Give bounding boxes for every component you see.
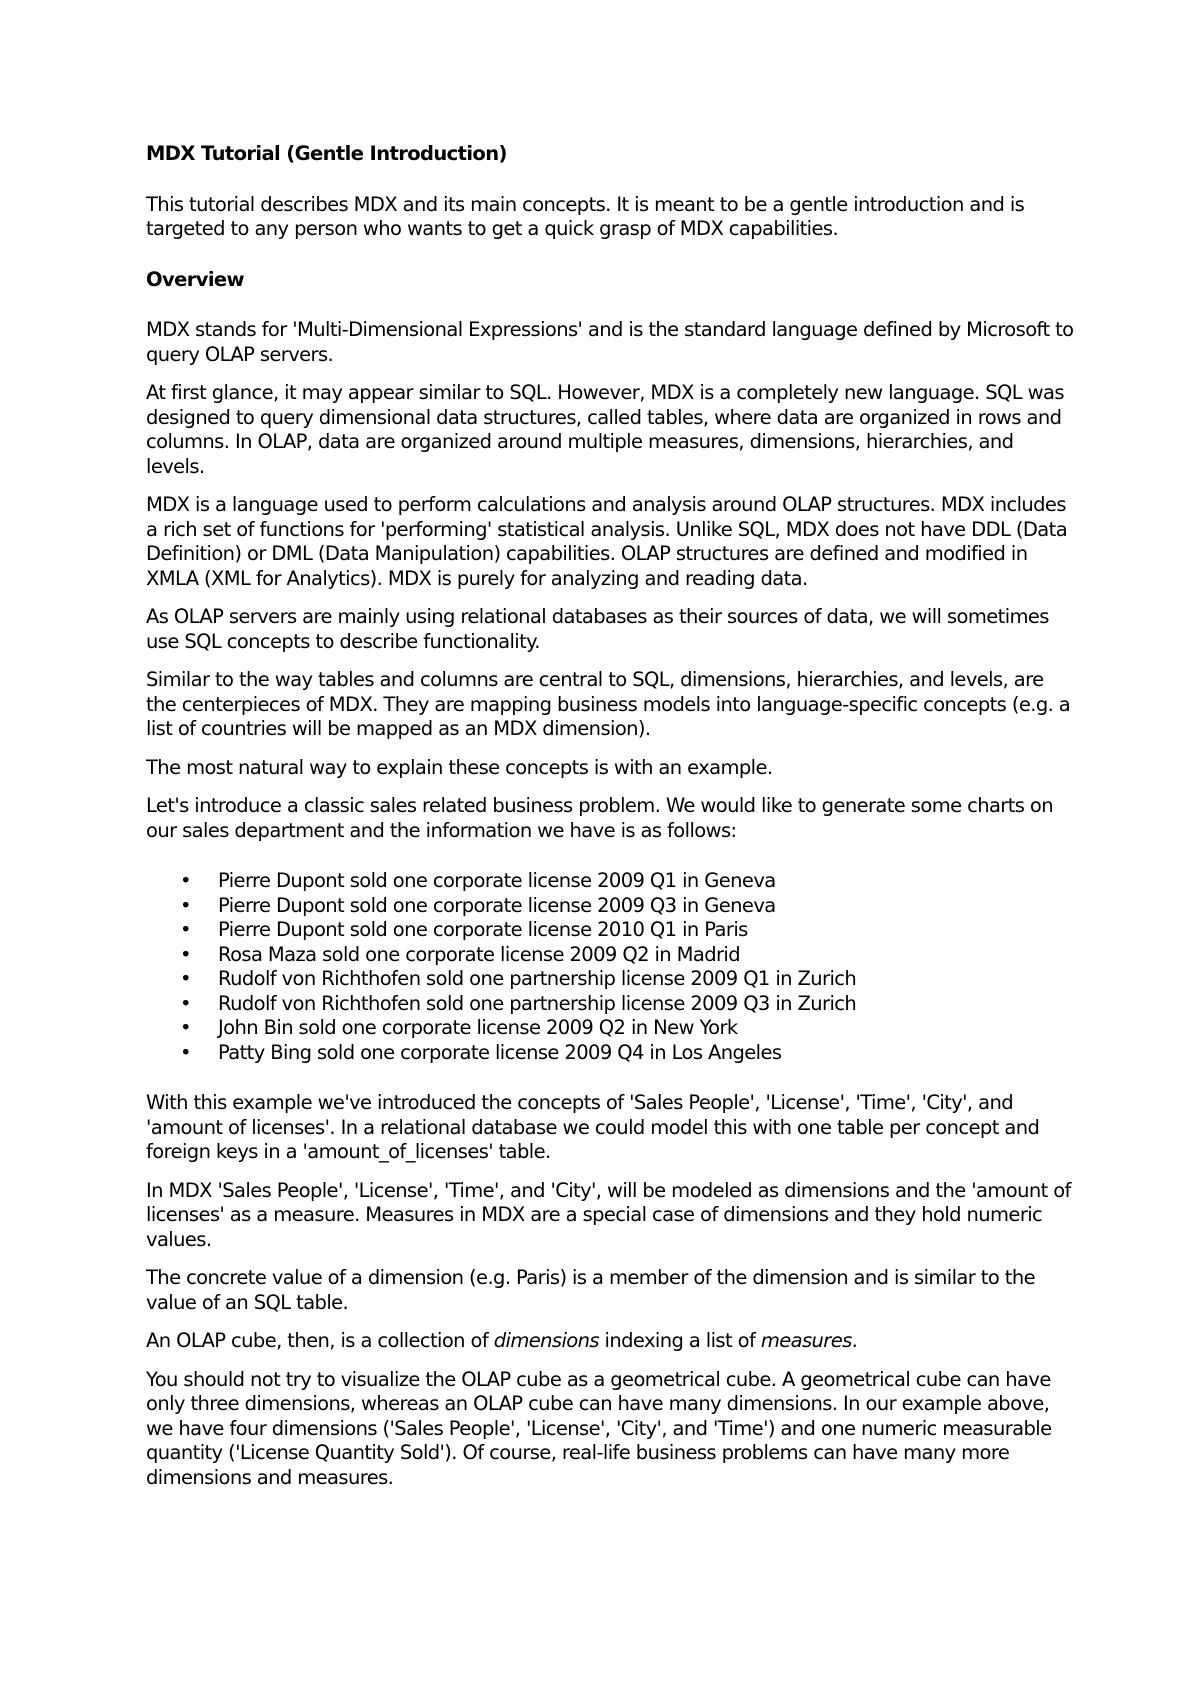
paragraph-relational-sources: As OLAP servers are mainly using relational databases as their sources of data, we will sometimes use SQL concepts to describe functionality. [146, 605, 1049, 653]
sales-list [146, 869, 1076, 1065]
bullet-icon: • [180, 918, 191, 941]
intro-paragraph: This tutorial describes MDX and its main concepts. It is meant to be a gentle introduction and is targeted to any person who wants to get a quick grasp of MDX capabilities. [146, 192, 1025, 240]
list-item-text: Pierre Dupont sold one corporate license 2010 Q1 in Paris [218, 918, 748, 941]
list-item [180, 991, 1076, 1017]
bullet-icon: • [180, 942, 191, 966]
list-item [180, 1016, 1076, 1041]
cube-text-part2: indexing a list of [598, 1329, 761, 1352]
list-item [180, 918, 1076, 943]
bullet-icon: • [180, 991, 191, 1015]
paragraph-olap-cube [146, 1329, 1076, 1354]
paragraph-centerpieces: Similar to the way tables and columns are central to SQL, dimensions, hierarchies, and levels, are the centerpieces of MDX. They are mapping business models into language-specific concepts (e.g. a list of countries will be mapped as an MDX dimension). [146, 668, 1071, 740]
list-item-text: Pierre Dupont sold one corporate license 2009 Q3 in Geneva [218, 893, 776, 917]
paragraph-sql-comparison: At first glance, it may appear similar to SQL. However, MDX is a completely new language. SQL was designed to query dimensional data structures, called tables, where data are organized in rows and columns. In OLAP, data are organized around multiple measures, dimensions, hierarchies, and levels. [146, 381, 1064, 478]
cube-emphasis-measures: measures [760, 1329, 852, 1352]
list-item-text: Patty Bing sold one corporate license 2009 Q4 in Los Angeles [218, 1040, 782, 1064]
bullet-icon: • [180, 967, 191, 990]
cube-text-part1: An OLAP cube, then, is a collection of [146, 1329, 494, 1352]
list-item-text: Pierre Dupont sold one corporate license 2009 Q1 in Geneva [218, 869, 776, 892]
paragraph-mdx-language: MDX is a language used to perform calculations and analysis around OLAP structures. MDX includes a rich set of functions for 'performing' statistical analysis. Unlike SQL, MDX does not have DDL (Data Definition) or DML (Data Manipulation) capabilities. OLAP structures are defined and modified in XMLA (XML for Analytics). MDX is purely for analyzing and reading data. [146, 493, 1068, 590]
list-item [180, 942, 1076, 968]
document-page [146, 142, 1076, 1504]
paragraph-member: The concrete value of a dimension (e.g. Paris) is a member of the dimension and is similar to the value of an SQL table. [146, 1266, 1035, 1314]
paragraph-mdx-definition: MDX stands for 'Multi-Dimensional Expressions' and is the standard language defined by Microsoft to query OLAP servers. [146, 318, 1074, 366]
list-item [180, 869, 1076, 894]
paragraph-concepts: With this example we've introduced the concepts of 'Sales People', 'License', 'Time', 'City', and 'amount of licenses'. In a relational database we could model this with one table per concept and foreign keys in a 'amount_of_licenses' table. [146, 1091, 1040, 1163]
list-item [180, 893, 1076, 919]
bullet-icon: • [180, 869, 191, 892]
bullet-icon: • [180, 1040, 191, 1064]
list-item [180, 1040, 1076, 1066]
cube-text-part3: . [851, 1329, 858, 1352]
paragraph-mdx-modeling: In MDX 'Sales People', 'License', 'Time', and 'City', will be modeled as dimensions and the 'amount of licenses' as a measure. Measures in MDX are a special case of dimensions and they hold numeric values. [146, 1178, 1071, 1251]
paragraph-sales-problem: Let's introduce a classic sales related business problem. We would like to generate some charts on our sales department and the information we have is as follows: [146, 794, 1054, 842]
paragraph-geometrical-cube: You should not try to visualize the OLAP cube as a geometrical cube. A geometrical cube can have only three dimensions, whereas an OLAP cube can have many dimensions. In our example above, we have four dimensions ('Sales People', 'License', 'City', and 'Time') and one numeric measurable quantity ('License Quantity Sold'). Of course, real-life business problems can have many more dimensions and measures. [146, 1367, 1052, 1489]
bullet-icon: • [180, 893, 191, 917]
list-item-text: Rudolf von Richthofen sold one partnership license 2009 Q1 in Zurich [218, 967, 857, 990]
list-item [180, 967, 1076, 992]
bullet-icon: • [180, 1016, 191, 1039]
cube-emphasis-dimensions: dimensions [493, 1329, 599, 1352]
list-item-text: John Bin sold one corporate license 2009 Q2 in New York [218, 1016, 738, 1039]
overview-heading: Overview [146, 267, 244, 291]
document-title: MDX Tutorial (Gentle Introduction) [146, 142, 507, 165]
list-item-text: Rudolf von Richthofen sold one partnership license 2009 Q3 in Zurich [218, 991, 857, 1015]
paragraph-example-intro: The most natural way to explain these concepts is with an example. [146, 755, 773, 779]
list-item-text: Rosa Maza sold one corporate license 2009 Q2 in Madrid [218, 942, 741, 966]
